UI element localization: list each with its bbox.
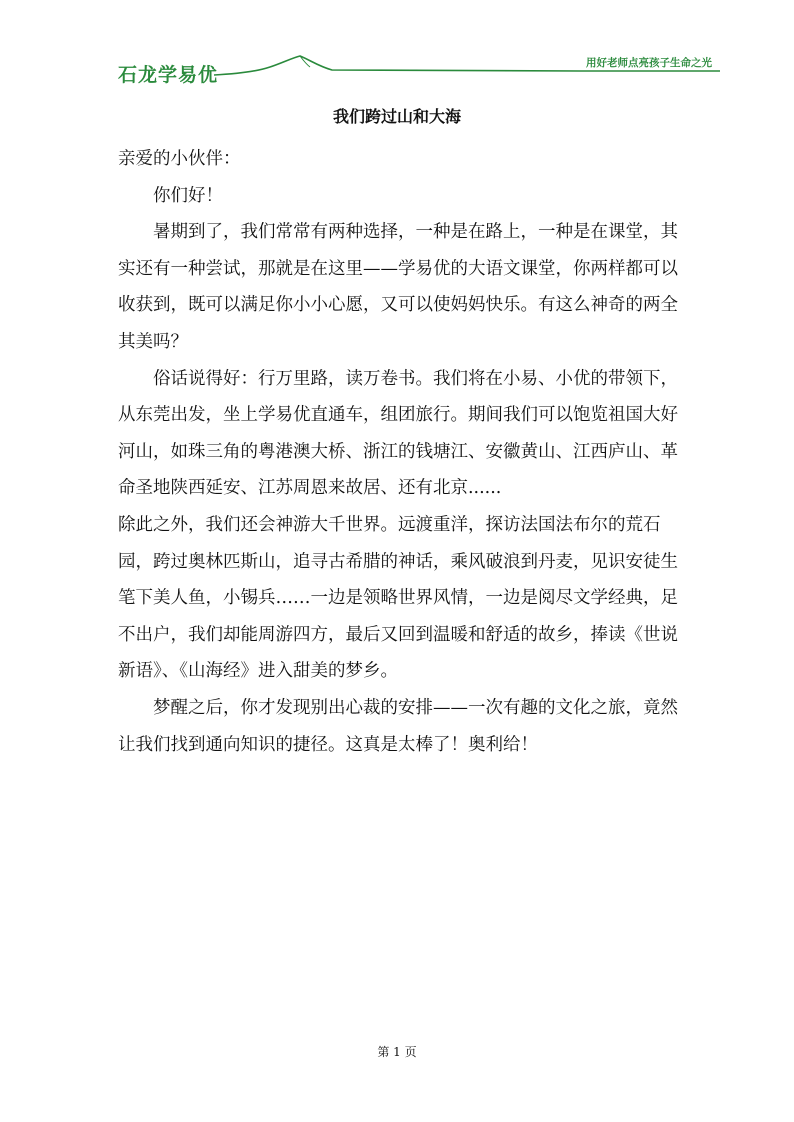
header-slogan: 用好老师点亮孩子生命之光 — [586, 57, 712, 69]
paragraph: 你们好！ — [153, 185, 223, 206]
paragraph: 暑期到了，我们常常有两种选择，一种是在路上，一种是在课堂，其实还有一种尝试，那就是在这里——学易优的大语文课堂，你两样都可以收获到，既可以满足你小小心愿，又可以使妈妈快乐。有这么神奇的两全其美吗？ — [118, 222, 678, 352]
paragraph: 梦醒之后，你才发现别出心裁的安排——一次有趣的文化之旅，竟然让我们找到通向知识的捷径。这真是太棒了！奥利给！ — [118, 697, 678, 755]
paragraph: 除此之外，我们还会神游大千世界。远渡重洋，探访法国法布尔的荒石园，跨过奥林匹斯山，追寻古希腊的神话，乘风破浪到丹麦，见识安徒生笔下美人鱼，小锡兵……一边是领略世界风情，一边是阅尽文学经典，足不出户，我们却能周游四方，最后又回到温暖和舒适的故乡，捧读《世说新语》、《山海经》进入甜美的梦乡。 — [118, 514, 678, 682]
page-number: 第 1 页 — [377, 1045, 417, 1059]
document-body — [118, 141, 688, 763]
document-title: 我们跨过山和大海 — [332, 107, 461, 126]
brand-logo: 石龙学易优 — [118, 64, 219, 86]
paragraph: 俗话说得好：行万里路，读万卷书。我们将在小易、小优的带领下，从东莞出发，坐上学易优直通车，组团旅行。期间我们可以饱览祖国大好河山，如珠三角的粤港澳大桥、浙江的钱塘江、安徽黄山、江西庐山、革命圣地陕西延安、江苏周恩来故居、还有北京...... — [118, 368, 678, 499]
page-header — [0, 0, 794, 100]
greeting: 亲爱的小伙伴： — [118, 149, 241, 169]
